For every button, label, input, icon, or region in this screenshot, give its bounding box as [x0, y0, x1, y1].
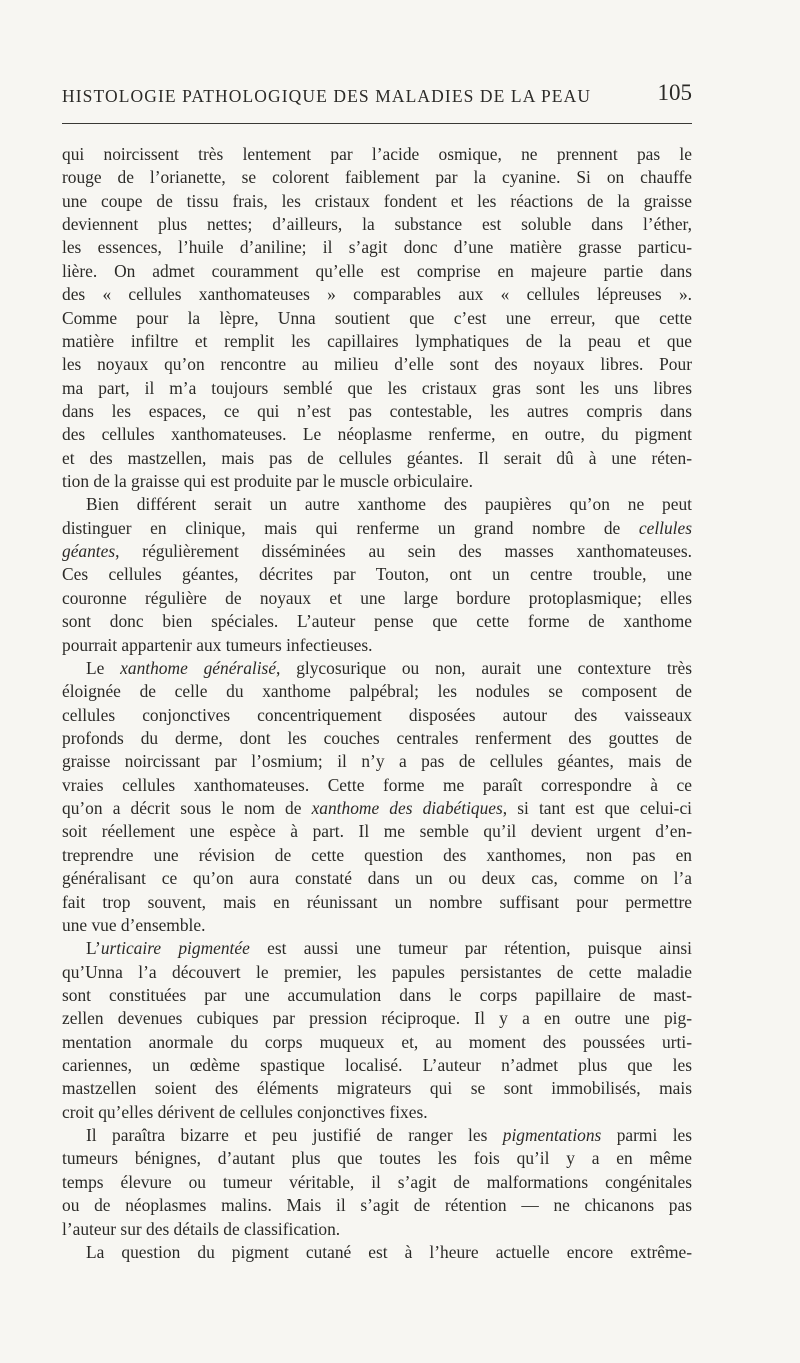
text-line — [62, 1241, 692, 1264]
text-line — [62, 1031, 692, 1054]
line-text: deviennent plus nettes; d’ailleurs, la substance est soluble dans l’éther, — [62, 214, 692, 235]
line-text: éloignée de celle du xanthome palpébral; les nodules se composent de — [62, 681, 692, 702]
text-line — [62, 283, 692, 306]
text-line — [62, 937, 692, 960]
line-text: les essences, l’huile d’aniline; il s’agit donc d’une matière grasse particu- — [62, 237, 692, 258]
text-line — [62, 1124, 692, 1147]
text-line — [62, 400, 692, 423]
body-text — [62, 143, 692, 1264]
line-text: , si tant est que celui-ci — [502, 798, 692, 819]
line-text: et des mastzellen, mais pas de cellules géantes. Il serait dû à une réten- — [62, 447, 692, 468]
italic-term: géantes — [62, 541, 116, 562]
line-text: mastzellen soient des éléments migrateurs qui se sont immobilisés, mais — [62, 1078, 692, 1099]
line-text: des cellules xanthomateuses. Le néoplasme renferme, en outre, du pigment — [62, 424, 692, 445]
text-line — [62, 1077, 692, 1100]
text-line — [62, 680, 692, 703]
text-line — [62, 213, 692, 236]
text-line — [62, 1101, 692, 1124]
line-text: soit réellement une espèce à part. Il me semble qu’il devient urgent d’en- — [62, 821, 692, 842]
text-line — [62, 587, 692, 610]
line-text: lière. On admet couramment qu’elle est comprise en majeure partie dans — [62, 260, 692, 281]
line-text: les noyaux qu’on rencontre au milieu d’elle sont des noyaux libres. Pour — [62, 354, 692, 375]
text-line — [62, 493, 692, 516]
text-line — [62, 1054, 692, 1077]
text-line — [62, 190, 692, 213]
line-text: qu’Unna l’a découvert le premier, les papules persistantes de cette maladie — [62, 961, 692, 982]
italic-term: xanthome généralisé — [120, 657, 277, 678]
running-title: HISTOLOGIE PATHOLOGIQUE DES MALADIES DE LA PEAU — [62, 86, 592, 106]
text-line — [62, 517, 692, 540]
line-text: qu’on a décrit sous le nom de — [62, 798, 312, 819]
text-line — [62, 914, 692, 937]
text-line — [62, 891, 692, 914]
text-line — [62, 610, 692, 633]
line-text: Bien différent serait un autre xanthome des paupières qu’on ne peut — [86, 494, 692, 515]
page-number: 105 — [657, 80, 692, 105]
line-text: l’auteur sur des détails de classification. — [62, 1218, 341, 1239]
text-line — [62, 166, 692, 189]
text-line — [62, 236, 692, 259]
line-text: sont donc bien spéciales. L’auteur pense que cette forme de xanthome — [62, 611, 692, 632]
running-head — [62, 80, 692, 114]
line-text: Comme pour la lèpre, Unna soutient que c’est une erreur, que cette — [62, 307, 692, 328]
italic-term: urticaire pigmentée — [100, 938, 250, 959]
line-text: généralisant ce qu’on aura constaté dans un ou deux cas, comme on l’a — [62, 868, 692, 889]
line-text: dans les espaces, ce qui n’est pas contestable, les autres compris dans — [62, 400, 692, 421]
line-text: La question du pigment cutané est à l’heure actuelle encore extrême- — [86, 1241, 692, 1262]
text-line — [62, 657, 692, 680]
text-line — [62, 820, 692, 843]
italic-term: pigmentations — [502, 1125, 602, 1146]
header-rule — [62, 123, 692, 124]
line-text: ma part, il m’a toujours semblé que les cristaux gras sont les uns libres — [62, 377, 692, 398]
line-text: fait trop souvent, mais en réunissant un nombre suffisant pour permettre — [62, 891, 692, 912]
line-text: Le — [86, 657, 121, 678]
line-text: pourrait appartenir aux tumeurs infectieuses. — [62, 634, 373, 655]
line-text: des « cellules xanthomateuses » comparables aux « cellules lépreuses ». — [62, 284, 692, 305]
line-text: tion de la graisse qui est produite par le muscle orbiculaire. — [62, 471, 473, 492]
italic-term: xanthome des diabétiques — [311, 798, 503, 819]
line-text: ou de néoplasmes malins. Mais il s’agit de rétention — ne chicanons pas — [62, 1195, 692, 1216]
line-text: mentation anormale du corps muqueux et, au moment des poussées urti- — [62, 1031, 692, 1052]
text-line — [62, 1147, 692, 1170]
line-text: couronne régulière de noyaux et une large bordure protoplasmique; elles — [62, 587, 692, 608]
line-text: Il paraîtra bizarre et peu justifié de ranger les — [86, 1125, 503, 1146]
line-text: croit qu’elles dérivent de cellules conjonctives fixes. — [62, 1101, 428, 1122]
text-line — [62, 563, 692, 586]
line-text: rouge de l’orianette, se colorent faiblement par la cyanine. Si on chauffe — [62, 167, 692, 188]
line-text: parmi les — [601, 1125, 692, 1146]
text-line — [62, 353, 692, 376]
text-line — [62, 797, 692, 820]
text-line — [62, 470, 692, 493]
line-text: cellules conjonctives concentriquement disposées autour des vaisseaux — [62, 704, 692, 725]
line-text: est aussi une tumeur par rétention, puisque ainsi — [249, 938, 692, 959]
text-line — [62, 1007, 692, 1030]
text-line — [62, 307, 692, 330]
italic-term: cellules — [638, 517, 692, 538]
line-text: tumeurs bénignes, d’autant plus que toutes les fois qu’il y a en même — [62, 1148, 692, 1169]
text-line — [62, 377, 692, 400]
text-line — [62, 727, 692, 750]
line-text: une coupe de tissu frais, les cristaux fondent et les réactions de la graisse — [62, 190, 692, 211]
line-text: L’ — [86, 938, 101, 959]
text-line — [62, 540, 692, 563]
line-text: zellen devenues cubiques par pression réciproque. Il y a en outre une pig- — [62, 1008, 692, 1029]
text-line — [62, 704, 692, 727]
line-text: treprendre une révision de cette question des xanthomes, non pas en — [62, 844, 692, 865]
line-text: , glycosurique ou non, aurait une contexture très — [276, 657, 692, 678]
line-text: sont constituées par une accumulation dans le corps papillaire de mast- — [62, 984, 692, 1005]
line-text: temps élevure ou tumeur véritable, il s’agit de malformations congénitales — [62, 1171, 692, 1192]
line-text: graisse noircissant par l’osmium; il n’y a pas de cellules géantes, mais de — [62, 751, 692, 772]
text-line — [62, 750, 692, 773]
text-line — [62, 1218, 692, 1241]
line-text: matière infiltre et remplit les capillaires lymphatiques de la peau et que — [62, 330, 692, 351]
text-line — [62, 1171, 692, 1194]
text-line — [62, 984, 692, 1007]
text-line — [62, 423, 692, 446]
text-line — [62, 330, 692, 353]
text-line — [62, 867, 692, 890]
text-line — [62, 961, 692, 984]
text-line — [62, 774, 692, 797]
line-text: distinguer en clinique, mais qui renferme un grand nombre de — [62, 517, 639, 538]
line-text: profonds du derme, dont les couches centrales renferment des gouttes de — [62, 727, 692, 748]
line-text: qui noircissent très lentement par l’acide osmique, ne prennent pas le — [62, 144, 692, 164]
text-line — [62, 634, 692, 657]
line-text: vraies cellules xanthomateuses. Cette forme me paraît correspondre à ce — [62, 774, 692, 795]
text-line — [62, 143, 692, 166]
text-line — [62, 1194, 692, 1217]
text-line — [62, 844, 692, 867]
text-line — [62, 447, 692, 470]
line-text: une vue d’ensemble. — [62, 914, 206, 935]
text-line — [62, 260, 692, 283]
line-text: , régulièrement disséminées au sein des masses xanthomateuses. — [115, 541, 692, 562]
line-text: cariennes, un œdème spastique localisé. L’auteur n’admet plus que les — [62, 1055, 692, 1076]
line-text: Ces cellules géantes, décrites par Touton, ont un centre trouble, une — [62, 564, 692, 585]
